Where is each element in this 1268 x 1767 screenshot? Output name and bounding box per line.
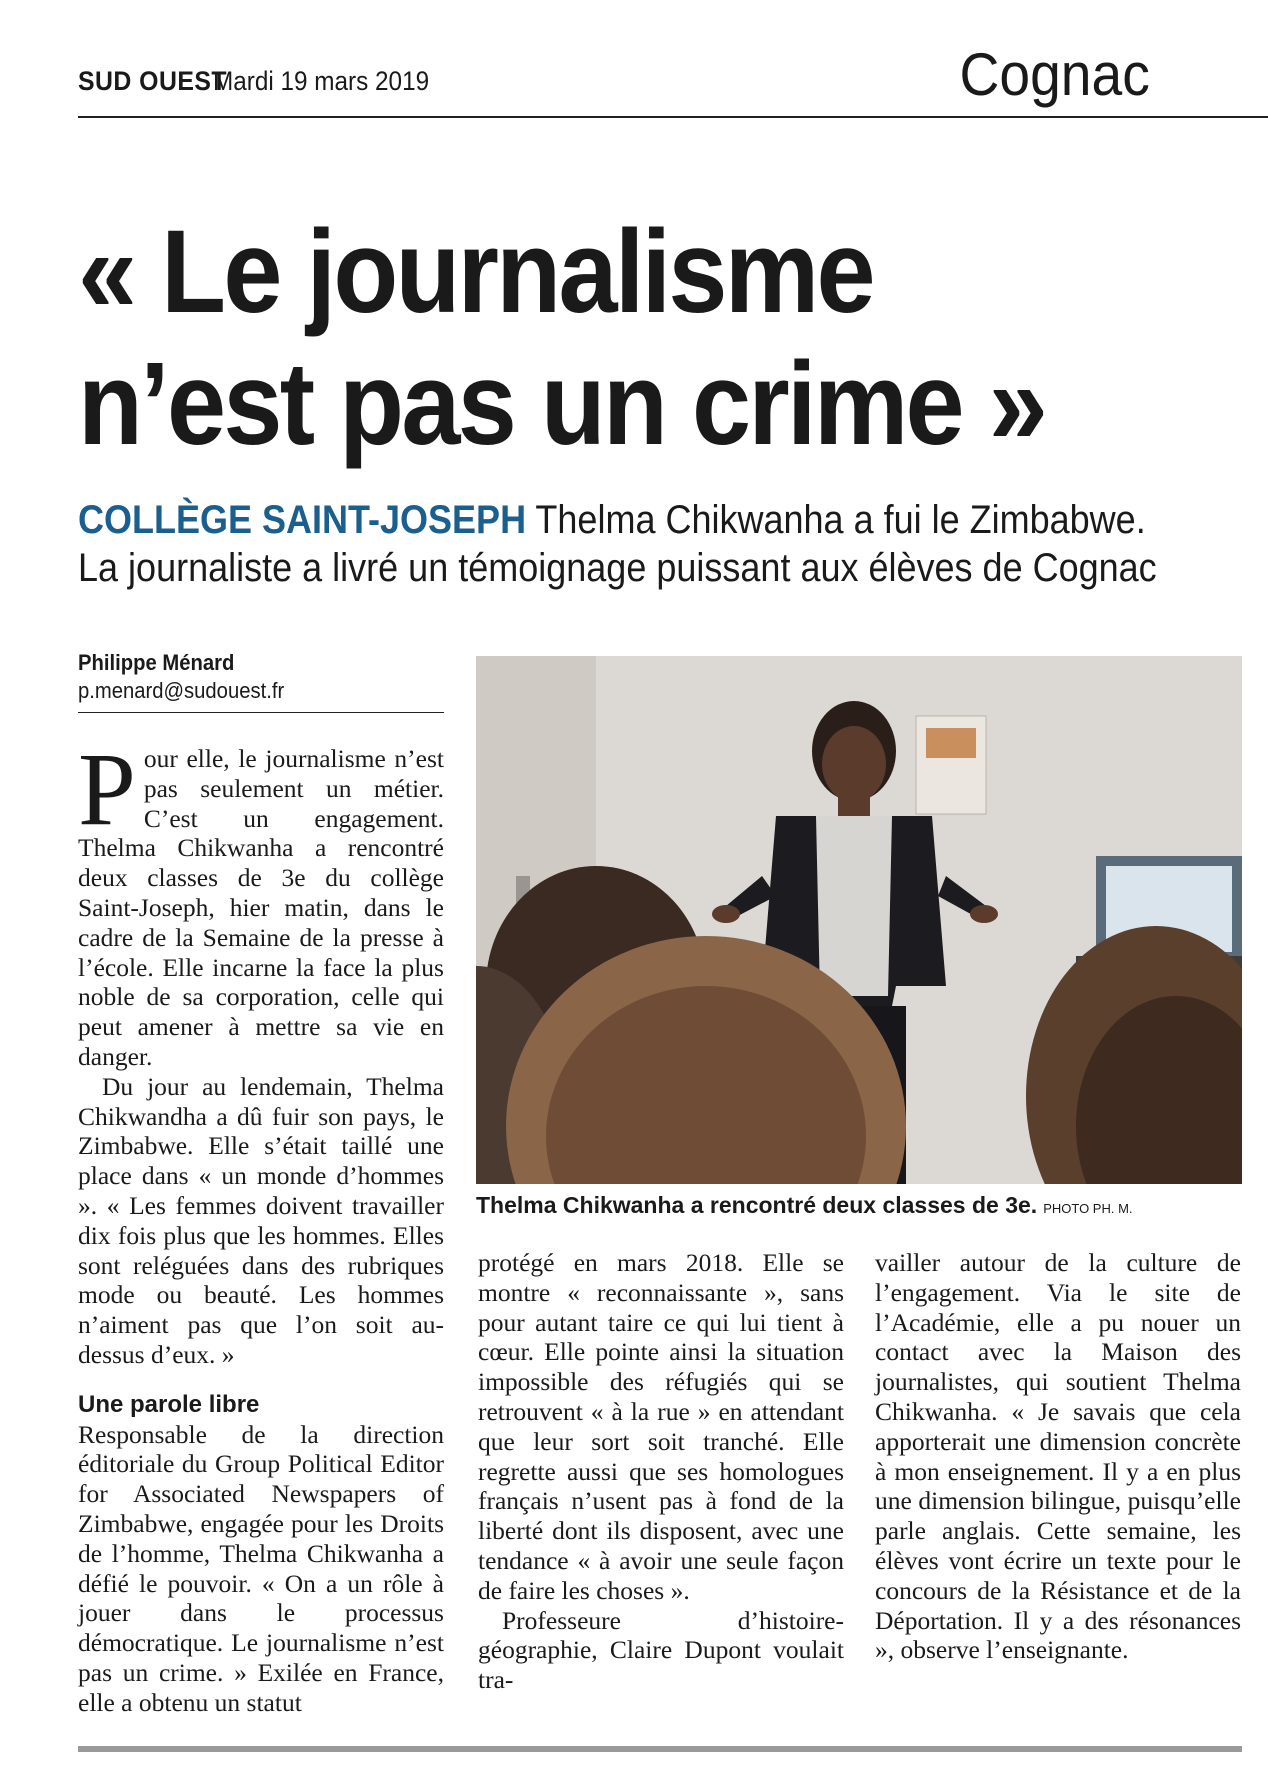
paragraph-6: vailler autour de la culture de l’engagement. Via le site de l’Académie, elle a pu nouer un contact avec la Maison des journalistes, qui soutient Thelma Chikwanha. « Je savais que cela apporterait une dimension concrète à mon enseignement. Il y a en plus une dimension bilingue, puisqu’elle parle anglais. Cette semaine, les élèves vont écrire un texte pour le concours de la Résistance et de la Déportation. Il y a des résonances », observe l’enseignante. [875, 1248, 1241, 1665]
deck-line-1 [78, 496, 1149, 544]
article-photo [476, 656, 1242, 1184]
author-name: Philippe Ménard [78, 650, 235, 675]
deck [78, 496, 1157, 592]
deck-text-1: Thelma Chikwanha a fui le Zimbabwe. [526, 498, 1146, 542]
kicker: COLLÈGE SAINT-JOSEPH [78, 498, 527, 542]
headline-line-2: n’est pas un crime » [78, 338, 1046, 470]
masthead [78, 41, 1268, 118]
photo-caption [476, 1192, 1242, 1219]
subheading: Une parole libre [78, 1390, 260, 1418]
photo-credit: PHOTO PH. M. [1043, 1201, 1133, 1216]
headline [78, 206, 1122, 470]
drop-cap: P [78, 732, 136, 847]
column-1 [78, 732, 444, 1718]
deck-line-2: La journaliste a livré un témoignage puissant aux élèves de Cognac [78, 546, 1157, 590]
section-title: Cognac [959, 41, 1150, 108]
headline-line-1: « Le journalisme [78, 206, 873, 338]
paragraph-3: Responsable de la direction éditoriale du Group Political Editor for Associated Newspapers of Zimbabwe, engagée pour les Droits de l’homme, Thelma Chikwanha a défié le pouvoir. « On a un rôle à jouer dans le processus démocratique. Le journalisme n’est pas un crime. » Exilée en France, elle a obtenu un statut [78, 1419, 444, 1717]
paragraph-2: Du jour au lendemain, Thelma Chikwandha a dû fuir son pays, le Zimbabwe. Elle s’était taillé une place dans « un monde d’hommes ». « Les femmes doivent travailler dix fois plus que les hommes. Elles sont reléguées dans des rubriques mode ou beauté. Les hommes n’aiment pas que l’on soit au-dessus d’eux. » [78, 1071, 444, 1369]
header-rule [78, 116, 1268, 118]
byline-rule [78, 712, 444, 713]
photo-illustration [476, 656, 1242, 1184]
column-2 [478, 1248, 844, 1695]
column-3 [875, 1248, 1241, 1665]
newspaper-brand: SUD OUEST [78, 66, 228, 96]
paragraph-5: Professeure d’histoire-géographie, Claire Dupont voulait tra- [478, 1605, 844, 1695]
footer-rule [78, 1746, 1242, 1752]
paragraph-4: protégé en mars 2018. Elle se montre « reconnaissante », sans pour autant taire ce qui lui tient à cœur. Elle pointe ainsi la situation impossible des réfugiés qui se retrouvent « à la rue » en attendant que leur sort soit tranché. Elle regrette aussi que ses homologues français n’usent pas à fond de la liberté dont ils disposent, avec une tendance « à avoir une seule façon de faire les choses ». [478, 1248, 844, 1605]
byline [78, 650, 444, 704]
paragraph-1 [78, 732, 444, 1072]
author-email: p.menard@sudouest.fr [78, 678, 285, 703]
paragraph-1-text: our elle, le journalisme n’est pas seulement un métier. C’est un engagement. Thelma Chikwanha a rencontré deux classes de 3e du collège Saint-Joseph, hier matin, dans le cadre de la Semaine de la presse à l’école. Elle incarne la face la plus noble de sa corporation, celle qui peut amener à mettre sa vie en danger. [78, 744, 444, 1071]
issue-date: Mardi 19 mars 2019 [213, 66, 430, 96]
caption-text: Thelma Chikwanha a rencontré deux classes de 3e. [476, 1192, 1038, 1218]
